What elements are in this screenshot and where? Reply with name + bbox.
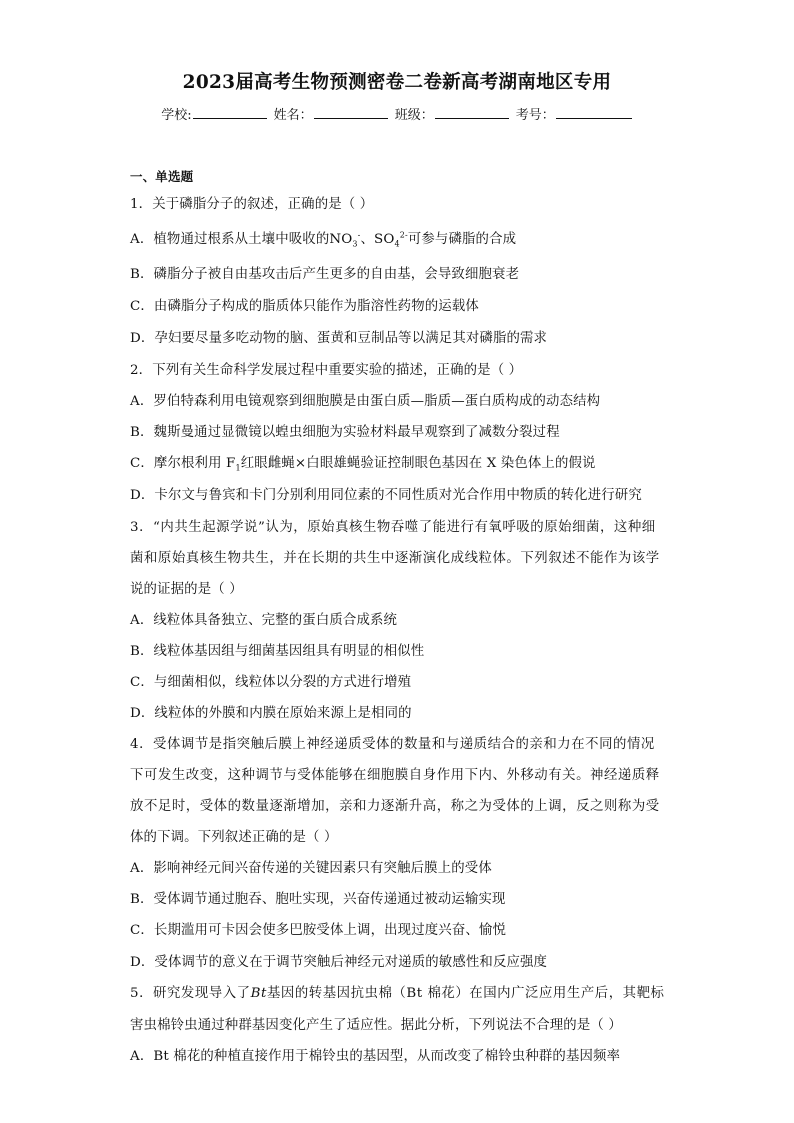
- q3-stem-line-2: 菌和原始真核生物共生，并在长期的共生中逐渐演化成线粒体。下列叙述不能作为该学: [130, 551, 660, 566]
- sulfate-symbol: SO: [374, 232, 395, 247]
- q4-option-b: B．受体调节通过胞吞、胞吐实现，兴奋传递通过被动运输实现: [130, 892, 506, 907]
- q4-option-c: C．长期滥用可卡因会使多巴胺受体上调，出现过度兴奋、愉悦: [130, 923, 506, 938]
- nitrate-sup: -: [357, 230, 361, 240]
- q1-option-b: B．磷脂分子被自由基攻击后产生更多的自由基，会导致细胞衰老: [130, 267, 520, 282]
- q3-option-b: B．线粒体基因组与细菌基因组具有明显的相似性: [130, 644, 425, 659]
- q5-stem-pre: 5．研究发现导入了: [130, 986, 251, 1001]
- q1-option-c: C．由磷脂分子构成的脂质体只能作为脂溶性药物的运载体: [130, 299, 479, 314]
- q1-a-text: A．植物通过根系从土壤中吸收的: [130, 232, 330, 247]
- q5-stem-post: 基因的转基因抗虫棉（Bt 棉花）在国内广泛应用生产后，其靶标: [266, 986, 665, 1001]
- school-blank[interactable]: [193, 106, 267, 119]
- nitrate-sub: 3: [352, 239, 358, 249]
- q3-option-c: C．与细菌相似，线粒体以分裂的方式进行增殖: [130, 675, 412, 690]
- class-label: 班级：: [394, 108, 434, 123]
- q4-stem-line-1: 4．受体调节是指突触后膜上神经递质受体的数量和与递质结合的亲和力在不同的情况: [130, 737, 655, 752]
- q3-option-a: A．线粒体具备独立、完整的蛋白质合成系统: [130, 613, 398, 628]
- number-label: 考号：: [515, 108, 555, 123]
- sulfate-ion: [374, 232, 408, 247]
- sulfate-sup: 2-: [399, 230, 408, 240]
- q2-option-c: [130, 452, 596, 471]
- q5-stem-line-2: 害虫棉铃虫通过种群基因变化产生了适应性。据此分析，下列说法不合理的是（ ）: [130, 1018, 622, 1033]
- q4-stem-line-4: 体的下调。下列叙述正确的是（ ）: [130, 830, 338, 845]
- q5-option-a: A．Bt 棉花的种植直接作用于棉铃虫的基因型，从而改变了棉铃虫种群的基因频率: [130, 1049, 621, 1064]
- sulfate-sub: 4: [394, 239, 400, 249]
- student-info-line: [0, 104, 794, 123]
- name-blank[interactable]: [314, 106, 388, 119]
- school-label: 学校:: [161, 108, 192, 123]
- q1-stem: 1．关于磷脂分子的叙述，正确的是（ ）: [130, 197, 374, 212]
- q1-a-post: 可参与磷脂的合成: [407, 232, 517, 247]
- number-blank[interactable]: [556, 106, 632, 119]
- q3-stem-line-1: 3．“内共生起源学说”认为，原始真核生物吞噬了能进行有氧呼吸的原始细菌，这种细: [130, 520, 656, 535]
- q3-stem-line-3: 说的证据的是（ ）: [130, 582, 243, 597]
- section-title: 一、单选题: [130, 169, 194, 184]
- q2-option-d: D．卡尔文与鲁宾和卡门分别利用同位素的不同性质对光合作用中物质的转化进行研究: [130, 488, 642, 503]
- q4-option-a: A．影响神经元间兴奋传递的关键因素只有突触后膜上的受体: [130, 861, 492, 876]
- name-label: 姓名：: [273, 108, 313, 123]
- q2-stem: 2．下列有关生命科学发展过程中重要实验的描述，正确的是（ ）: [130, 363, 523, 378]
- q4-option-d: D．受体调节的意义在于调节突触后神经元对递质的敏感性和反应强度: [130, 955, 548, 970]
- q2-option-b: B．魏斯曼通过显微镜以蝗虫细胞为实验材料最早观察到了减数分裂过程: [130, 425, 560, 440]
- q1-a-sep: 、: [360, 232, 375, 247]
- q1-option-a: [130, 228, 516, 247]
- q4-stem-line-2: 下可发生改变，这种调节与受体能够在细胞膜自身作用下内、外移动有关。神经递质释: [130, 768, 660, 783]
- nitrate-symbol: NO: [329, 232, 353, 247]
- q2-c-sub: 1: [235, 463, 241, 473]
- q3-option-d: D．线粒体的外膜和内膜在原始来源上是相同的: [130, 706, 412, 721]
- class-blank[interactable]: [435, 106, 509, 119]
- q4-stem-line-3: 放不足时，受体的数量逐渐增加，亲和力逐渐升高，称之为受体的上调，反之则称为受: [130, 799, 660, 814]
- q2-c-pre: C．摩尔根利用 F: [130, 456, 236, 471]
- q2-option-a: A．罗伯特森利用电镜观察到细胞膜是由蛋白质—脂质—蛋白质构成的动态结构: [130, 394, 601, 409]
- page-title: 2023届高考生物预测密卷二卷新高考湖南地区专用: [182, 72, 612, 93]
- q5-stem-line-1: [130, 982, 664, 1001]
- q5-bt-gene: Bt: [250, 986, 267, 1001]
- q2-c-post: 红眼雌蝇×白眼雄蝇验证控制眼色基因在 X 染色体上的假说: [240, 456, 596, 471]
- nitrate-ion: [329, 232, 360, 247]
- q1-option-d: D．孕妇要尽量多吃动物的脑、蛋黄和豆制品等以满足其对磷脂的需求: [130, 331, 548, 346]
